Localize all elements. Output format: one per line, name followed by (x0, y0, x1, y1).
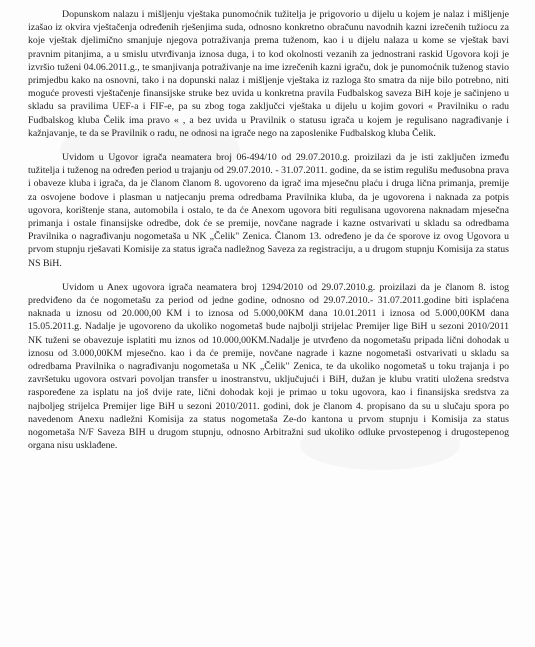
document-body (28, 8, 509, 453)
paragraph-expert-findings-objection: Dopunskom nalazu i mišljenju vještaka punomoćnik tužitelja je prigovorio u dijelu u kojem je nalaz i mišljenje izašao iz okvira vještačenja određenih rješenjima suda, odnosno konkretno obračunu navodnih kazni izrečenih tužiocu za koje vještak djelimično smanjuje njegova potraživanja prema tuženom, kao i u dijelu nalaza u kome se vještak bavi pravnim pitanjima, a u smislu utvrđivanja iznosa duga, i to kod okolnosti vezanih za jednostrani raskid Ugovora koji je izvršio tuženi 04.06.2011.g., te smanjivanja potraživanje na ime izrečenih kazni igraču, dok je punomoćnik tuženog stavio primjedbu kako na osnovni, tako i na dopunski nalaz i mišljenje vještaka iz razloga što smatra da nije bilo potrebno, niti moguće provesti vještačenje finansijske struke bez uvida u konkretna pravila Fudbalskog saveza BiH koje je sačinjeno u skladu sa pravilima UEF-a i FIF-e, pa su zbog toga zaključci vještaka u dijelu u kojim govori « Pravilniku o radu Fudbalskog kluba Čelik ima pravo « , a bez uvida u Pravilnik o statusu igrača u kojem je regulisano nagrađivanje i kažnjavanje, te da se Pravilnik o radu, ne odnosi na igrače nego na zaposlenike Fudbalskog kluba Čelik. (28, 9, 509, 139)
paragraph-player-contract: Uvidom u Ugovor igrača neamatera broj 06-494/10 od 29.07.2010.g. proizilazi da je isti zaključen između tužitelja i tuženog na određen period u trajanju od 29.07.2010. - 31.07.2011. godine, da se istim regulišu međusobna prava i obaveze kluba i igrača, da je članom članom 8. ugovoreno da igrač ima mjesečnu plaću i druga lična primanja, premije za osvojene bodove i plasman u natjecanju prema odredbama Pravilnika kluba, da je ugovorena i naknada za potpis ugovora, korištenje stana, automobila i ostalo, te da će Anexom ugovora biti regulisana ugovorena naknadam mjesečna primanja i ostale finansijske odredbe, dok će se premije, novčane nagrade i kazne ostvarivati u skladu sa odredbama Pravilnika o nagrađivanju nogometaša u NK „Čelik" Zenica. Članom 13. određeno je da će sporove iz ovog Ugovora u prvom stupnju rješavati Komisije za status igrača nadležnog Saveza za registraciju, a u drugom stupnju Komisija za status NS BiH. (28, 152, 509, 269)
paragraph-contract-annex: Uvidom u Anex ugovora igrača neamatera broj 1294/2010 od 29.07.2010.g. proizilazi da je članom 8. istog predviđeno da će nogometašu za period od jedne godine, odnosno od 29.07.2010.- 31.07.2011.godine biti isplaćena naknada u iznosu od 20.000,00 KM i to iznosa od 5.000,00KM dana 10.01.2011 i iznosa od 5.000,00KM dana 15.05.2011.g. Nadalje je ugovoreno da ukoliko nogometaš bude najbolji strijelac Premijer lige BiH u sezoni 2010/2011 NK tuženi se obavezuje isplatiti mu iznos od 10.000,00KM.Nadalje je utvrđeno da nogometašu pripada lični dohodak u iznosu od 3.000,00KM mjesečno. kao i da će premije, novčane nagrade i kazne nogometaši ostvarivati u skladu sa odredbama Pravilnika o nagrađivanju nogometaša u NK „Čelik" Zenica, te da ukoliko nogometaš u toku trajanja i po završetuku ugovora ostvari povoljan transfer u inostranstvu, uključujući i BiH, dužan je klubu vratiti uložena sredstva raspoređene za isplatu na još dvije rate, lični dohodak koji je primao u toku ugovora, kao i finansijska sredstva za najboljeg strijelca Premijer lige BiH u sezoni 2010/2011. godini, dok je članom 4. propisano da su u slučaju spora po navedenom Anexu nadležni Komisija za status nogometaša Ze-do kantona u prvom stupnju i Komisija za status nogometaša N/F Saveza BIH u drugom stupnju, odnosno Arbitražni sud ukoliko odluke prvostepenog i drugostepenog organa nisu usklađene. (28, 281, 509, 452)
